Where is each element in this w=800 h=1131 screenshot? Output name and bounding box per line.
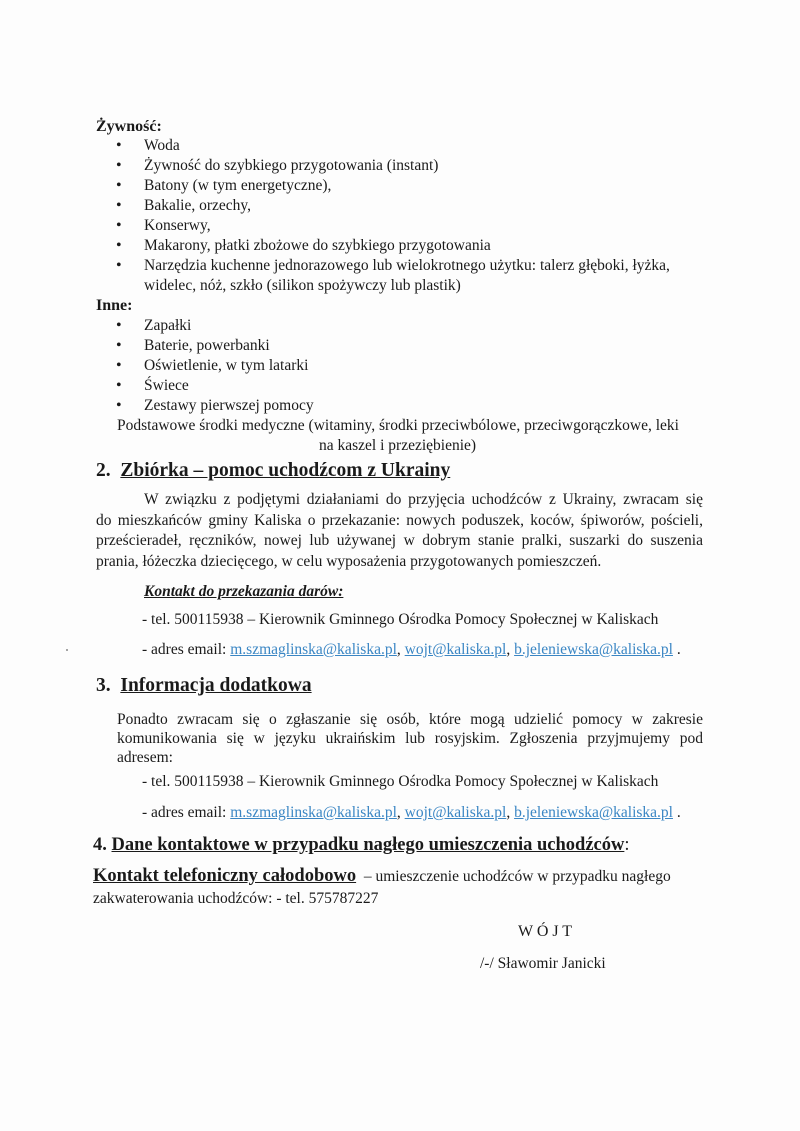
hotline-text: – umieszczenie uchodźców w przypadku nagłego (356, 868, 671, 885)
hotline-line (93, 866, 671, 887)
list-item: • Narzędzia kuchenne jednorazowego lub wielokrotnego użytku: talerz głęboki, łyżka, (116, 256, 670, 276)
hotline-label: Kontakt telefoniczny całodobowo (93, 866, 357, 886)
email-link-wojt[interactable]: wojt@kaliska.pl (404, 641, 507, 658)
email-label: - adres email: (142, 641, 231, 658)
separator: , (506, 641, 515, 658)
section-title: Informacja dodatkowa (120, 675, 312, 696)
signature-name: /-/ Sławomir Janicki (480, 955, 606, 972)
list-item: • Bakalie, orzechy, (116, 196, 670, 216)
food-list (116, 136, 670, 276)
hotline-line2: zakwaterowania uchodźców: - tel. 575787227 (93, 890, 379, 907)
list-item: • Woda (116, 136, 670, 156)
section-3-paragraph (117, 710, 703, 767)
paragraph-line: komunikowania się w języku ukraińskim lub rosyjskim. Zgłoszenia przyjmujemy pod (117, 730, 703, 747)
medical-supplies-line: Podstawowe środki medyczne (witaminy, środki przeciwbólowe, przeciwgorączkowe, leki (117, 417, 679, 434)
list-item: • Baterie, powerbanki (116, 336, 314, 356)
signature-role: W Ó J T (518, 923, 573, 940)
section-number: 3. (96, 675, 111, 696)
paragraph-line: adresem: (117, 749, 173, 766)
section-other-title: Inne: (96, 297, 133, 314)
section-4-heading (93, 835, 630, 856)
list-item: • Makarony, płatki zbożowe do szybkiego przygotowania (116, 236, 670, 256)
section-number: 2. (96, 460, 111, 481)
email-link-jeleniewska[interactable]: b.jeleniewska@kaliska.pl (514, 641, 673, 658)
list-item: • Zapałki (116, 316, 314, 336)
email-link-wojt[interactable]: wojt@kaliska.pl (404, 804, 507, 821)
paragraph-line: prania, łóżeczka dziecięcego, w celu wyposażenia przygotowanych pomieszczeń. (96, 552, 602, 570)
list-item: • Oświetlenie, w tym latarki (116, 356, 314, 376)
section-3-heading (96, 675, 312, 697)
email-line (142, 641, 681, 659)
separator: , (396, 641, 405, 658)
paragraph-line: W związku z podjętymi działaniami do przyjęcia uchodźców z Ukrainy, zwracam się (144, 491, 703, 508)
section-2-heading (96, 460, 450, 482)
email-link-szmaglinska[interactable]: m.szmaglinska@kaliska.pl (230, 641, 397, 658)
email-link-szmaglinska[interactable]: m.szmaglinska@kaliska.pl (230, 804, 397, 821)
email-link-jeleniewska[interactable]: b.jeleniewska@kaliska.pl (514, 804, 673, 821)
section-number: 4. (93, 835, 107, 855)
list-item: • Zestawy pierwszej pomocy (116, 396, 314, 416)
list-item: • Świece (116, 376, 314, 396)
separator: , (506, 804, 515, 821)
email-line (142, 804, 681, 822)
section-title: Zbiórka – pomoc uchodźcom z Ukrainy (120, 460, 451, 481)
section-2-paragraph (96, 490, 703, 572)
paragraph-line: Ponadto zwracam się o zgłaszanie się osób, które mogą udzielić pomocy w zakresie (117, 711, 703, 728)
section-title: Dane kontaktowe w przypadku nagłego umieszczenia uchodźców (111, 835, 625, 855)
paragraph-line: do mieszkańców gminy Kaliska o przekazanie: nowych poduszek, koców, śpiworów, pościeli, (96, 511, 703, 529)
list-item-continuation: widelec, nóż, szkło (silikon spożywczy lub plastik) (144, 277, 461, 294)
separator: . (672, 641, 681, 658)
list-item: • Batony (w tym energetyczne), (116, 176, 670, 196)
phone-line: - tel. 500115938 – Kierownik Gminnego Ośrodka Pomocy Społecznej w Kaliskach (142, 773, 659, 790)
contact-heading: Kontakt do przekazania darów: (144, 583, 344, 600)
section-food-title: Żywność: (96, 118, 162, 135)
paragraph-line: prześcieradeł, ręczników, nowej lub używanej w dobrym stanie pralki, suszarki do suszenia (96, 532, 703, 549)
email-label: - adres email: (142, 804, 231, 821)
list-item: • Żywność do szybkiego przygotowania (instant) (116, 156, 670, 176)
phone-line: - tel. 500115938 – Kierownik Gminnego Ośrodka Pomocy Społecznej w Kaliskach (142, 611, 659, 628)
title-suffix: : (624, 835, 630, 855)
separator: , (396, 804, 405, 821)
scan-speck (66, 649, 68, 651)
medical-supplies-line2: na kaszel i przeziębienie) (319, 437, 477, 454)
list-item: • Konserwy, (116, 216, 670, 236)
separator: . (672, 804, 681, 821)
other-list (116, 316, 314, 416)
